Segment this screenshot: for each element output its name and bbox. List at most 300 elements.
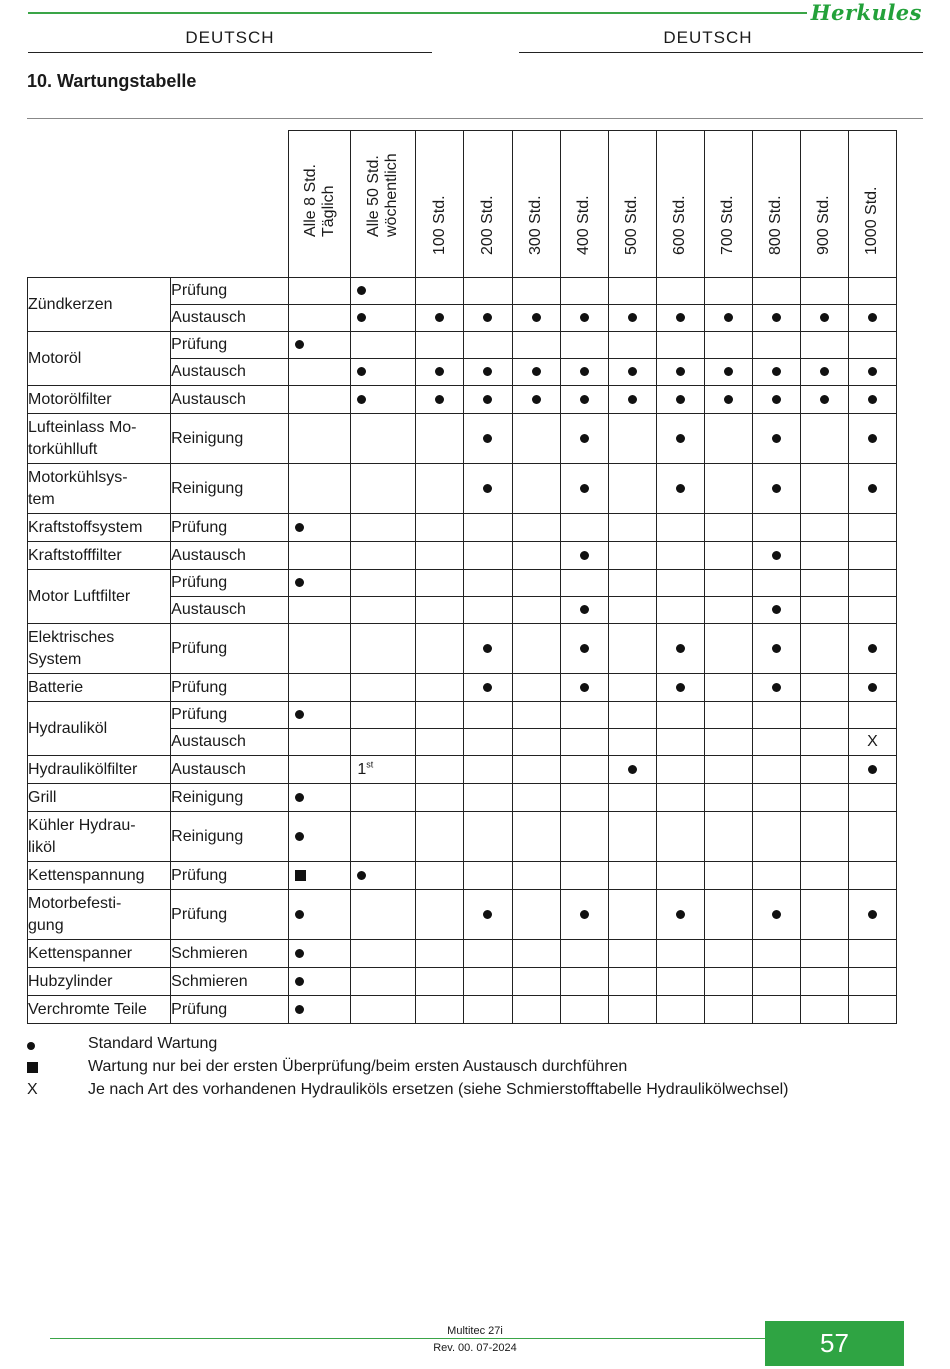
- interval-cell: [800, 756, 848, 784]
- interval-cell: [351, 812, 416, 862]
- component-cell: Motoröl: [28, 332, 171, 386]
- interval-cell: [351, 542, 416, 570]
- interval-cell: [351, 359, 416, 386]
- interval-cell: [560, 968, 608, 996]
- interval-cell: [752, 278, 800, 305]
- interval-cell: [608, 940, 656, 968]
- interval-cell: [656, 542, 704, 570]
- action-cell: Prüfung: [171, 624, 289, 674]
- interval-cell: [416, 968, 464, 996]
- column-header-line: 400 Std.: [575, 195, 593, 255]
- interval-cell: [608, 464, 656, 514]
- interval-cell: [560, 514, 608, 542]
- table-body: [28, 278, 897, 1024]
- interval-cell: [800, 542, 848, 570]
- table-row: [28, 812, 897, 862]
- interval-cell: [416, 278, 464, 305]
- replace-by-oil-type-mark: X: [867, 733, 878, 750]
- column-header: [848, 131, 896, 278]
- interval-cell: [351, 729, 416, 756]
- interval-cell: [351, 597, 416, 624]
- column-header-line: Alle 8 Std.: [301, 164, 319, 237]
- column-header: [464, 131, 512, 278]
- interval-cell: [512, 570, 560, 597]
- interval-cell: [656, 597, 704, 624]
- interval-cell: [800, 386, 848, 414]
- standard-maintenance-dot-icon: [724, 313, 733, 322]
- interval-cell: [752, 597, 800, 624]
- interval-cell: [704, 278, 752, 305]
- interval-cell: [560, 624, 608, 674]
- interval-cell: [464, 674, 512, 702]
- component-cell: Kraftstoffsystem: [28, 514, 171, 542]
- interval-cell: [704, 624, 752, 674]
- interval-cell: [656, 756, 704, 784]
- interval-cell: [656, 359, 704, 386]
- standard-maintenance-dot-icon: [868, 683, 877, 692]
- interval-cell: [752, 729, 800, 756]
- interval-cell: [848, 464, 896, 514]
- standard-maintenance-dot-icon: [357, 286, 366, 295]
- standard-maintenance-dot-icon: [868, 395, 877, 404]
- table-row: [28, 862, 897, 890]
- component-cell: Zündkerzen: [28, 278, 171, 332]
- interval-cell: [416, 702, 464, 729]
- interval-cell: [560, 702, 608, 729]
- interval-cell: [512, 674, 560, 702]
- interval-cell: [560, 784, 608, 812]
- interval-cell: [560, 940, 608, 968]
- interval-cell: [416, 729, 464, 756]
- interval-cell: [464, 464, 512, 514]
- interval-cell: [752, 968, 800, 996]
- standard-maintenance-dot-icon: [295, 578, 304, 587]
- interval-cell: [416, 542, 464, 570]
- interval-cell: [656, 674, 704, 702]
- interval-cell: [512, 464, 560, 514]
- action-cell: Reinigung: [171, 464, 289, 514]
- interval-cell: [656, 784, 704, 812]
- interval-cell: [351, 570, 416, 597]
- interval-cell: [800, 305, 848, 332]
- interval-cell: [416, 359, 464, 386]
- standard-maintenance-dot-icon: [580, 484, 589, 493]
- table-row: [28, 940, 897, 968]
- column-header-line: 200 Std.: [478, 195, 496, 255]
- interval-cell: [560, 386, 608, 414]
- interval-cell: [289, 597, 351, 624]
- standard-maintenance-dot-icon: [580, 395, 589, 404]
- interval-cell: [560, 812, 608, 862]
- interval-cell: [848, 862, 896, 890]
- interval-cell: [512, 414, 560, 464]
- interval-cell: [608, 359, 656, 386]
- action-cell: Prüfung: [171, 514, 289, 542]
- interval-cell: [752, 890, 800, 940]
- standard-maintenance-dot-icon: [772, 910, 781, 919]
- legend-text: Wartung nur bei der ersten Überprüfung/beim ersten Austausch durchführen: [88, 1058, 628, 1075]
- table-row: [28, 702, 897, 729]
- interval-cell: [704, 386, 752, 414]
- table-header-row: [28, 131, 897, 278]
- interval-cell: [800, 624, 848, 674]
- action-cell: Schmieren: [171, 968, 289, 996]
- interval-cell: [656, 812, 704, 862]
- component-cell: Motorkühlsys- tem: [28, 464, 171, 514]
- interval-cell: [560, 359, 608, 386]
- interval-cell: [704, 514, 752, 542]
- interval-cell: [656, 386, 704, 414]
- column-header-line: Täglich: [319, 185, 337, 237]
- interval-cell: [289, 305, 351, 332]
- interval-cell: [351, 464, 416, 514]
- component-cell: Elektrisches System: [28, 624, 171, 674]
- standard-maintenance-dot-icon: [435, 367, 444, 376]
- action-cell: Prüfung: [171, 890, 289, 940]
- interval-cell: [289, 464, 351, 514]
- interval-cell: [464, 729, 512, 756]
- action-cell: Austausch: [171, 597, 289, 624]
- interval-cell: [416, 597, 464, 624]
- interval-cell: [608, 305, 656, 332]
- interval-cell: [416, 570, 464, 597]
- interval-cell: [704, 862, 752, 890]
- section-title: 10. Wartungstabelle: [27, 71, 197, 91]
- interval-cell: [656, 514, 704, 542]
- interval-cell: [656, 464, 704, 514]
- interval-cell: [512, 968, 560, 996]
- column-header-label: [671, 195, 689, 255]
- standard-maintenance-dot-icon: [483, 313, 492, 322]
- legend-symbol: [27, 1060, 47, 1078]
- standard-maintenance-dot-icon: [295, 710, 304, 719]
- column-header: [800, 131, 848, 278]
- standard-maintenance-dot-icon: [295, 977, 304, 986]
- column-header: [289, 131, 351, 278]
- interval-cell: [656, 624, 704, 674]
- component-cell: Kettenspanner: [28, 940, 171, 968]
- interval-cell: [800, 332, 848, 359]
- interval-cell: [464, 386, 512, 414]
- column-header: [704, 131, 752, 278]
- interval-cell: [704, 940, 752, 968]
- interval-cell: [289, 570, 351, 597]
- standard-maintenance-dot-icon: [295, 910, 304, 919]
- action-cell: Prüfung: [171, 332, 289, 359]
- interval-cell: [560, 996, 608, 1024]
- interval-cell: [608, 674, 656, 702]
- interval-cell: [560, 597, 608, 624]
- interval-cell: [800, 597, 848, 624]
- legend-text: Je nach Art des vorhandenen Hydrauliköls ersetzen (siehe Schmierstofftabelle Hydraulikölwechsel): [88, 1081, 789, 1098]
- interval-cell: [512, 386, 560, 414]
- standard-maintenance-dot-icon: [295, 832, 304, 841]
- column-header: [752, 131, 800, 278]
- standard-maintenance-dot-icon: [772, 313, 781, 322]
- column-header-line: 900 Std.: [815, 195, 833, 255]
- interval-cell: [656, 968, 704, 996]
- interval-cell: [512, 940, 560, 968]
- interval-cell: [512, 359, 560, 386]
- column-header-label: [767, 195, 785, 255]
- column-header-line: 600 Std.: [671, 195, 689, 255]
- interval-cell: [289, 940, 351, 968]
- interval-cell: [512, 542, 560, 570]
- interval-cell: [800, 940, 848, 968]
- interval-cell: [608, 890, 656, 940]
- interval-cell: [608, 968, 656, 996]
- column-header: [656, 131, 704, 278]
- interval-cell: [704, 570, 752, 597]
- interval-cell: [848, 968, 896, 996]
- interval-cell: [800, 464, 848, 514]
- interval-cell: [752, 332, 800, 359]
- interval-cell: [512, 597, 560, 624]
- standard-maintenance-dot-icon: [628, 765, 637, 774]
- interval-cell: [464, 570, 512, 597]
- first-service-label: 1st: [357, 759, 374, 779]
- interval-cell: [351, 784, 416, 812]
- interval-cell: [704, 729, 752, 756]
- interval-cell: [608, 784, 656, 812]
- standard-maintenance-dot-icon: [435, 395, 444, 404]
- component-cell: Batterie: [28, 674, 171, 702]
- standard-maintenance-dot-icon: [868, 910, 877, 919]
- interval-cell: [512, 756, 560, 784]
- interval-cell: [752, 862, 800, 890]
- standard-maintenance-dot-icon: [483, 484, 492, 493]
- interval-cell: [848, 784, 896, 812]
- table-row: [28, 624, 897, 674]
- standard-maintenance-dot-icon: [357, 313, 366, 322]
- interval-cell: [608, 756, 656, 784]
- standard-maintenance-dot-icon: [580, 434, 589, 443]
- brand-logo: Herkules: [807, 0, 922, 25]
- standard-maintenance-dot-icon: [676, 313, 685, 322]
- interval-cell: [416, 414, 464, 464]
- column-header-label: [302, 164, 338, 237]
- interval-cell: [289, 968, 351, 996]
- interval-cell: [752, 812, 800, 862]
- legend-text: Standard Wartung: [88, 1035, 218, 1052]
- language-rule-left: [28, 52, 432, 53]
- interval-cell: [464, 996, 512, 1024]
- interval-cell: [800, 514, 848, 542]
- interval-cell: [512, 729, 560, 756]
- interval-cell: [848, 890, 896, 940]
- interval-cell: [512, 514, 560, 542]
- component-cell: Kühler Hydrau- liköl: [28, 812, 171, 862]
- interval-cell: [848, 514, 896, 542]
- interval-cell: [656, 278, 704, 305]
- interval-cell: [800, 862, 848, 890]
- standard-maintenance-dot-icon: [580, 313, 589, 322]
- interval-cell: [848, 729, 896, 756]
- column-header-label: [527, 195, 545, 255]
- table-row: [28, 464, 897, 514]
- interval-cell: [416, 332, 464, 359]
- interval-cell: [464, 278, 512, 305]
- interval-cell: [704, 702, 752, 729]
- standard-maintenance-dot-icon: [820, 313, 829, 322]
- interval-cell: [464, 359, 512, 386]
- standard-maintenance-dot-icon: [295, 793, 304, 802]
- column-header-line: 500 Std.: [623, 195, 641, 255]
- standard-maintenance-dot-icon: [628, 367, 637, 376]
- interval-cell: [351, 674, 416, 702]
- standard-maintenance-dot-icon: [580, 367, 589, 376]
- action-cell: Austausch: [171, 359, 289, 386]
- standard-maintenance-dot-icon: [676, 644, 685, 653]
- interval-cell: [289, 514, 351, 542]
- column-header: [560, 131, 608, 278]
- interval-cell: [704, 464, 752, 514]
- standard-maintenance-dot-icon: [676, 484, 685, 493]
- interval-cell: [512, 890, 560, 940]
- standard-maintenance-dot-icon: [868, 644, 877, 653]
- table-row: [28, 414, 897, 464]
- standard-maintenance-dot-icon: [357, 871, 366, 880]
- standard-maintenance-dot-icon: [295, 523, 304, 532]
- interval-cell: [351, 862, 416, 890]
- interval-cell: [351, 996, 416, 1024]
- interval-cell: [560, 862, 608, 890]
- column-header-line: 700 Std.: [719, 195, 737, 255]
- table-row: [28, 756, 897, 784]
- interval-cell: [464, 890, 512, 940]
- standard-maintenance-dot-icon: [868, 313, 877, 322]
- action-cell: Prüfung: [171, 570, 289, 597]
- interval-cell: [704, 597, 752, 624]
- standard-maintenance-dot-icon: [724, 367, 733, 376]
- component-cell: Motorölfilter: [28, 386, 171, 414]
- standard-maintenance-dot-icon: [772, 484, 781, 493]
- footer-rule: [50, 1338, 765, 1339]
- maintenance-table: [27, 130, 897, 1024]
- interval-cell: [512, 862, 560, 890]
- interval-cell: [704, 414, 752, 464]
- column-header-label: [479, 195, 497, 255]
- interval-cell: [656, 702, 704, 729]
- component-cell: Verchromte Teile: [28, 996, 171, 1024]
- language-label-right: DEUTSCH: [663, 28, 753, 47]
- component-cell: Hubzylinder: [28, 968, 171, 996]
- interval-cell: [848, 414, 896, 464]
- interval-cell: [416, 624, 464, 674]
- interval-cell: [289, 624, 351, 674]
- language-label-left: DEUTSCH: [185, 28, 275, 47]
- standard-maintenance-dot-icon: [532, 313, 541, 322]
- interval-cell: [608, 702, 656, 729]
- standard-maintenance-dot-icon: [676, 683, 685, 692]
- standard-maintenance-dot-icon: [676, 367, 685, 376]
- interval-cell: [656, 729, 704, 756]
- component-cell: Kraftstofffilter: [28, 542, 171, 570]
- action-cell: Austausch: [171, 386, 289, 414]
- column-header-label: [719, 195, 737, 255]
- column-header-line: wöchentlich: [383, 153, 401, 237]
- interval-cell: [608, 812, 656, 862]
- interval-cell: [704, 542, 752, 570]
- interval-cell: [704, 996, 752, 1024]
- interval-cell: [416, 812, 464, 862]
- interval-cell: [560, 278, 608, 305]
- interval-cell: [351, 890, 416, 940]
- interval-cell: [752, 305, 800, 332]
- column-header-line: 100 Std.: [430, 195, 448, 255]
- interval-cell: [656, 332, 704, 359]
- interval-cell: [289, 386, 351, 414]
- action-cell: Prüfung: [171, 862, 289, 890]
- interval-cell: [848, 332, 896, 359]
- interval-cell: [560, 542, 608, 570]
- action-cell: Austausch: [171, 756, 289, 784]
- column-header: [416, 131, 464, 278]
- interval-cell: [464, 784, 512, 812]
- interval-cell: [464, 542, 512, 570]
- table-row: [28, 278, 897, 305]
- interval-cell: [608, 570, 656, 597]
- language-rule-right: [519, 52, 923, 53]
- interval-cell: [704, 359, 752, 386]
- action-cell: Reinigung: [171, 812, 289, 862]
- interval-cell: [464, 702, 512, 729]
- interval-cell: [608, 729, 656, 756]
- interval-cell: [289, 784, 351, 812]
- interval-cell: [800, 674, 848, 702]
- interval-cell: [464, 624, 512, 674]
- interval-cell: [704, 812, 752, 862]
- interval-cell: [560, 464, 608, 514]
- interval-cell: [512, 278, 560, 305]
- standard-maintenance-dot-icon: [580, 605, 589, 614]
- interval-cell: [464, 305, 512, 332]
- interval-cell: [656, 940, 704, 968]
- first-maintenance-square-icon: [27, 1062, 38, 1073]
- interval-cell: [289, 278, 351, 305]
- interval-cell: [351, 702, 416, 729]
- interval-cell: [752, 386, 800, 414]
- standard-maintenance-dot-icon: [676, 395, 685, 404]
- header-blank-cell: [171, 131, 289, 278]
- interval-cell: [289, 729, 351, 756]
- table-row: [28, 332, 897, 359]
- component-cell: Hydrauliköl: [28, 702, 171, 756]
- interval-cell: [800, 278, 848, 305]
- interval-cell: [800, 812, 848, 862]
- interval-cell: [464, 332, 512, 359]
- interval-cell: [351, 624, 416, 674]
- standard-maintenance-dot-icon: [483, 910, 492, 919]
- interval-cell: [560, 729, 608, 756]
- top-rule: [28, 12, 922, 14]
- table-row: [28, 542, 897, 570]
- interval-cell: [704, 305, 752, 332]
- interval-cell: [800, 414, 848, 464]
- interval-cell: [656, 890, 704, 940]
- column-header-label: [863, 187, 881, 256]
- standard-maintenance-dot-icon: [868, 484, 877, 493]
- interval-cell: [351, 414, 416, 464]
- interval-cell: [752, 784, 800, 812]
- standard-maintenance-dot-icon: [580, 910, 589, 919]
- interval-cell: [416, 862, 464, 890]
- action-cell: Austausch: [171, 542, 289, 570]
- interval-cell: [512, 812, 560, 862]
- interval-cell: [608, 542, 656, 570]
- column-header-label: [623, 195, 641, 255]
- column-header: [512, 131, 560, 278]
